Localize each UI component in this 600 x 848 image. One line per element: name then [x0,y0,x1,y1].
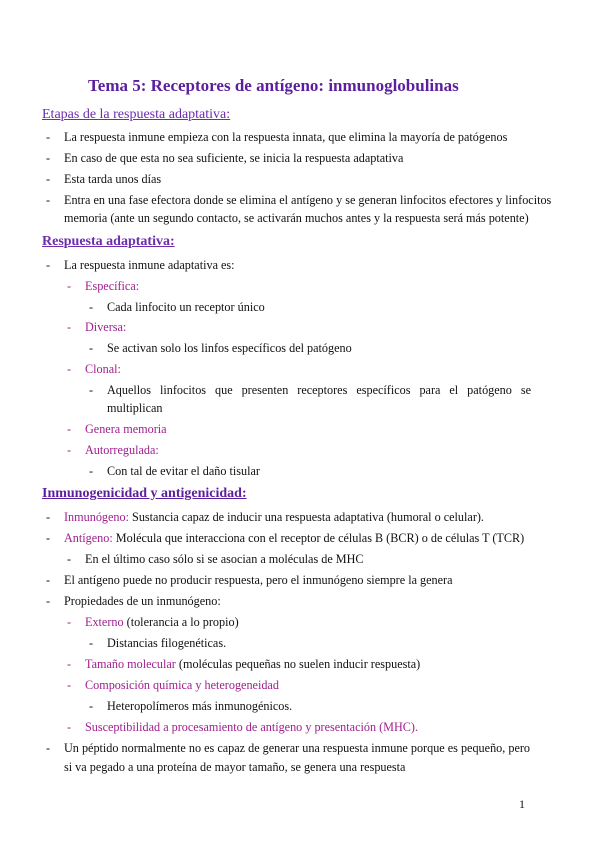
bullet-dash: - [67,657,72,671]
bullet-dash: - [46,510,51,524]
list-item: Un péptido normalmente no es capaz de generar una respuesta inmune porque es pequeño, pero [64,741,530,755]
property-externo [85,615,239,630]
property-memoria: Genera memoria [85,422,167,436]
bullet-dash: - [46,172,51,186]
list-item: Distancias filogenéticas. [107,636,227,650]
list-item: En el último caso sólo si se asocian a moléculas de MHC [85,552,364,566]
bullet-dash: - [67,678,72,692]
list-item-continuation: si va pegado a una proteína de mayor tamaño, se genera una respuesta [64,760,406,774]
term-externo: Externo [85,615,124,629]
bullet-dash: - [67,279,72,293]
property-susceptibilidad: Susceptibilidad a procesamiento de antígeno y presentación (MHC). [85,720,419,734]
bullet-dash: - [89,699,94,713]
page-title: Tema 5: Receptores de antígeno: inmunoglobulinas [88,76,459,95]
bullet-dash: - [67,422,72,436]
list-item: El antígeno puede no producir respuesta, pero el inmunógeno siempre la genera [64,573,453,587]
bullet-dash: - [89,464,94,478]
definition-text: Sustancia capaz de inducir una respuesta adaptativa (humoral o celular). [129,510,484,524]
definition-inmunogeno [64,510,484,525]
list-item-continuation: multiplican [107,401,163,415]
list-item: Con tal de evitar el daño tisular [107,464,260,478]
section-heading-respuesta: Respuesta adaptativa: [42,234,175,249]
property-diversa: Diversa: [85,320,127,334]
bullet-dash: - [89,300,94,314]
definition-text: Molécula que interacciona con el receptor de células B (BCR) o de células T (TCR) [112,531,525,545]
section-heading-inmunogenicidad: Inmunogenicidad y antigenicidad: [42,486,247,501]
property-clonal: Clonal: [85,362,121,376]
bullet-dash: - [67,320,72,334]
bullet-dash: - [89,383,94,397]
property-tamano [85,657,420,672]
bullet-dash: - [67,443,72,457]
list-item-continuation: memoria (ante un segundo contacto, se activarán muchos antes y la respuesta será más potente) [64,211,529,225]
bullet-dash: - [89,341,94,355]
section-heading-etapas: Etapas de la respuesta adaptativa: [42,107,231,122]
bullet-dash: - [46,130,51,144]
bullet-dash: - [46,573,51,587]
property-especifica: Específica: [85,279,140,293]
list-item: Esta tarda unos días [64,172,162,186]
list-item: Cada linfocito un receptor único [107,300,265,314]
page-number: 1 [519,797,525,811]
term-antigeno: Antígeno: [64,531,113,545]
term-tamano: Tamaño molecular [85,657,176,671]
bullet-dash: - [67,615,72,629]
property-composicion: Composición química y heterogeneidad [85,678,279,692]
bullet-dash: - [46,151,51,165]
bullet-dash: - [46,594,51,608]
list-item: La respuesta inmune empieza con la respuesta innata, que elimina la mayoría de patógenos [64,130,508,144]
list-item: Entra en una fase efectora donde se elimina el antígeno y se generan linfocitos efectores y linfocitos [64,193,552,207]
definition-antigeno [64,531,524,546]
property-autorregulada: Autorregulada: [85,443,159,457]
list-item: Se activan solo los linfos específicos del patógeno [107,341,352,355]
bullet-dash: - [46,741,51,755]
list-item: Propiedades de un inmunógeno: [64,594,221,608]
list-item: Aquellos linfocitos que presenten receptores específicos para el patógeno se [107,383,531,397]
bullet-dash: - [46,258,51,272]
list-item: Heteropolímeros más inmunogénicos. [107,699,293,713]
bullet-dash: - [67,720,72,734]
list-item: En caso de que esta no sea suficiente, se inicia la respuesta adaptativa [64,151,404,165]
bullet-dash: - [46,193,51,207]
list-item: La respuesta inmune adaptativa es: [64,258,235,272]
bullet-dash: - [67,362,72,376]
bullet-dash: - [89,636,94,650]
bullet-dash: - [67,552,72,566]
term-inmunogeno: Inmunógeno: [64,510,129,524]
definition-text: (moléculas pequeñas no suelen inducir respuesta) [175,657,421,671]
definition-text: (tolerancia a lo propio) [123,615,239,629]
bullet-dash: - [46,531,51,545]
